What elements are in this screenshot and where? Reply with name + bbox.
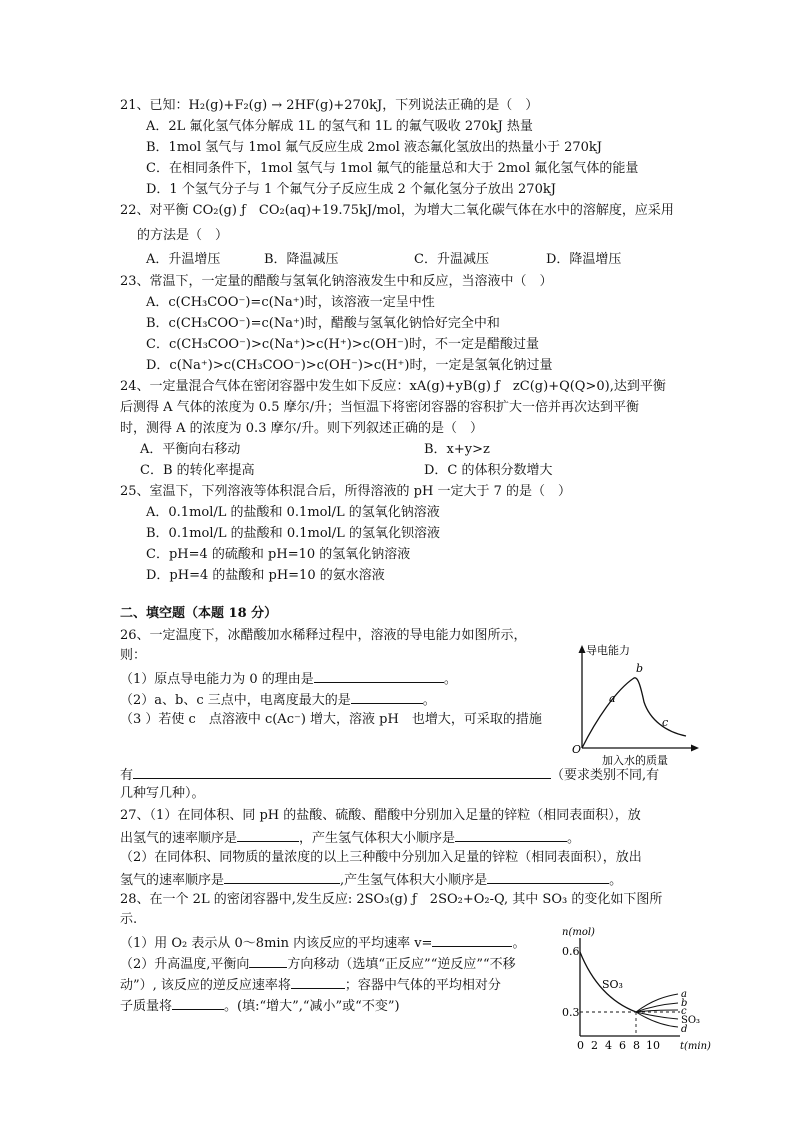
q26-part3-answer-line	[120, 764, 659, 786]
q22-option-d: D．降温增压	[546, 252, 622, 267]
end-label-so3: SO₃	[681, 1015, 701, 1026]
q28-part2-note-3: 。(填:“增大”,“减小”或“不变”)	[224, 999, 400, 1014]
so3-x-tick-0: 0	[577, 1039, 584, 1052]
q22-option-b: B．降温减压	[264, 252, 339, 267]
graph-x-arrow	[691, 745, 699, 752]
end-label-b: b	[681, 998, 688, 1009]
q25-option-c: C．pH=4 的硫酸和 pH=10 的氢氧化钠溶液	[146, 547, 411, 562]
q24-option-c: C．B 的转化率提高	[140, 463, 255, 478]
q24-option-a: A．平衡向右移动	[140, 442, 241, 457]
q21-stem: 21、已知：H₂(g)+F₂(g) → 2HF(g)+270kJ，下列说法正确的是（ ）	[120, 98, 539, 113]
q21-option-d: D．1 个氢气分子与 1 个氟气分子反应生成 2 个氟化氢分子放出 270kJ	[146, 182, 556, 197]
end-label-d: d	[681, 1024, 688, 1035]
q26-part2	[120, 689, 436, 711]
q21-option-a: A．2L 氟化氢气体分解成 1L 的氢气和 1L 的氟气吸收 270kJ 热量	[146, 119, 533, 134]
q28-part1-end: 。	[512, 936, 526, 951]
q27-line4-end: 。	[609, 873, 623, 888]
q28-answer-blank-4[interactable]	[172, 995, 224, 1010]
so3-graph	[558, 926, 718, 1060]
q24-stem-line3: 时，测得 A 的浓度为 0.3 摩尔/升。则下列叙述正确的是（ ）	[120, 421, 483, 436]
section-heading: 二、填空题（本题 18 分）	[120, 606, 278, 621]
conductivity-curve	[582, 678, 686, 748]
q23-stem: 23、常温下，一定量的醋酸与氢氧化钠溶液发生中和反应，当溶液中（ ）	[120, 274, 553, 289]
point-a-label: a	[609, 692, 616, 705]
q26-part1-end: 。	[443, 672, 457, 687]
q28-line2: 示.	[120, 912, 138, 927]
q28-answer-blank-1[interactable]	[432, 932, 512, 947]
curve-d	[636, 1012, 678, 1027]
q26-part2-text: （2）a、b、c 三点中，电离度最大的是	[120, 693, 351, 708]
q28-part1-text: （1）用 O₂ 表示从 0～8min 内该反应的平均速率 v=	[120, 936, 433, 951]
graph-origin-label: O	[572, 743, 582, 756]
so3-x-tick-4: 4	[605, 1039, 612, 1052]
q25-option-d: D．pH=4 的盐酸和 pH=10 的氨水溶液	[146, 568, 385, 583]
q26-part3-note-cont: 几种写几种）。	[120, 786, 205, 801]
q28-part2-text: （2）升高温度,平衡向	[120, 957, 250, 972]
q26-stem-cont: 则：	[120, 648, 147, 663]
q27-rate-text: 出氢气的速率顺序是	[120, 831, 238, 846]
end-label-c: c	[681, 1006, 687, 1017]
q28-part2-note-2: ；容器中气体的平均相对分	[344, 978, 501, 993]
q22-option-a: A．升温增压	[146, 252, 221, 267]
q28-part1	[120, 932, 525, 954]
so3-y-tick-0.6: 0.6	[562, 945, 580, 958]
q26-part2-end: 。	[422, 693, 436, 708]
q26-part3: （3 ）若使 c 点溶液中 c(Ac⁻) 增大，溶液 pH 也增大，可采取的措施	[120, 712, 542, 727]
q27-line2-end: 。	[567, 831, 581, 846]
q27-volume-text: ，产生氢气体积大小顺序是	[299, 831, 456, 846]
q22-option-c: C．升温减压	[414, 252, 489, 267]
so3-x-tick-2: 2	[591, 1039, 598, 1052]
q23-option-c: C．c(CH₃COO⁻)>c(Na⁺)>c(H⁺)>c(OH⁻)时，不一定是醋酸过量	[146, 337, 539, 352]
q28-part2-text-2: 动”）, 该反应的逆反应速率将	[120, 978, 291, 993]
q21-option-c: C．在相同条件下，1mol 氢气与 1mol 氟气的能量总和大于 2mol 氟化氢气体的能量	[146, 161, 639, 176]
q22-stem-cont: 的方法是（ ）	[137, 228, 229, 243]
q27-answer-blank-1[interactable]	[237, 827, 299, 842]
q23-option-d: D．c(Na⁺)>c(CH₃COO⁻)>c(OH⁻)>c(H⁺)时，一定是氢氧化钠过量	[146, 358, 553, 373]
q27-line3: （2）在同体积、同物质的量浓度的以上三种酸中分别加入足量的锌粒（相同表面积），放出	[120, 850, 642, 865]
q28-line1: 28、在一个 2L 的密闭容器中,发生反应: 2SO₃(g) ƒ 2SO₂+O₂-Q, 其中 SO₃ 的变化如下图所	[120, 892, 663, 907]
q24-stem: 24、一定量混合气体在密闭容器中发生如下反应：xA(g)+yB(g) ƒ zC(g)+Q(Q>0),达到平衡	[120, 379, 666, 394]
q22-stem: 22、对平衡 CO₂(g) ƒ CO₂(aq)+19.75kJ/mol，为增大二氧化碳气体在水中的溶解度，应采用	[120, 203, 674, 218]
end-label-a: a	[681, 989, 687, 1000]
so3-x-tick-10: 10	[646, 1039, 660, 1052]
so3-x-label: t(min)	[680, 1041, 711, 1052]
q24-option-b: B．x+y>z	[424, 442, 490, 457]
q26-part1-text: （1）原点导电能力为 0 的理由是	[120, 672, 314, 687]
point-c-label: c	[662, 716, 669, 729]
so3-x-tick-8: 8	[633, 1039, 640, 1052]
q27-volume-text-2: ,产生氢气体积大小顺序是	[340, 873, 488, 888]
q26-part1	[120, 668, 457, 690]
q25-stem: 25、室温下，下列溶液等体积混合后，所得溶液的 pH 一定大于 7 的是（ ）	[120, 484, 572, 499]
conductivity-graph	[566, 640, 702, 766]
q28-part2-line2	[120, 974, 501, 996]
q26-answer-blank-2[interactable]	[351, 689, 423, 704]
point-b-label: b	[636, 662, 644, 675]
q28-part2	[120, 953, 516, 975]
q23-option-a: A．c(CH₃COO⁻)=c(Na⁺)时，该溶液一定呈中性	[146, 295, 435, 310]
q28-answer-blank-3[interactable]	[291, 974, 345, 989]
so3-curve-label: SO₃	[602, 978, 623, 991]
q26-answer-blank-1[interactable]	[314, 668, 444, 683]
q28-answer-blank-2[interactable]	[249, 953, 287, 968]
q25-option-a: A．0.1mol/L 的盐酸和 0.1mol/L 的氢氧化钠溶液	[146, 505, 440, 520]
q26-answer-blank-3[interactable]	[133, 764, 551, 779]
q27-answer-blank-3[interactable]	[224, 869, 340, 884]
q28-part2-line3	[120, 995, 400, 1017]
so3-x-tick-6: 6	[619, 1039, 626, 1052]
q25-option-b: B．0.1mol/L 的盐酸和 0.1mol/L 的氢氧化钡溶液	[146, 526, 440, 541]
q27-line1: 27、（1）在同体积、同 pH 的盐酸、硫酸、醋酸中分别加入足量的锌粒（相同表面积），放	[120, 808, 641, 823]
graph-y-arrow	[579, 645, 586, 653]
q27-line4	[120, 869, 622, 891]
q27-answer-blank-2[interactable]	[455, 827, 567, 842]
q26-part3-note: （要求类别不同,有	[551, 768, 660, 783]
q27-line2	[120, 827, 580, 849]
graph-x-label: 加入水的质量	[602, 754, 668, 766]
q28-part2-text-3: 子质量将	[120, 999, 173, 1014]
q21-option-b: B．1mol 氢气与 1mol 氟气反应生成 2mol 液态氟化氢放出的热量小于 270kJ	[146, 140, 602, 155]
graph-y-label: 导电能力	[586, 644, 630, 657]
q27-answer-blank-4[interactable]	[487, 869, 609, 884]
so3-y-tick-0.3: 0.3	[562, 1006, 580, 1019]
q26-part3-prefix: 有	[120, 768, 134, 783]
q26-stem: 26、一定温度下，冰醋酸加水稀释过程中，溶液的导电能力如图所示，	[120, 628, 527, 643]
q24-stem-line2: 后测得 A 气体的浓度为 0.5 摩尔/升；当恒温下将密闭容器的容积扩大一倍并再次达到平衡	[120, 400, 639, 415]
q23-option-b: B．c(CH₃COO⁻)=c(Na⁺)时，醋酸与氢氧化钠恰好完全中和	[146, 316, 500, 331]
q28-part2-note: 方向移动（选填“正反应”“逆反应”“不移	[287, 957, 516, 972]
so3-y-label: n(mol)	[562, 927, 595, 938]
q24-option-d: D．C 的体积分数增大	[424, 463, 553, 478]
q27-rate-text-2: 氢气的速率顺序是	[120, 873, 225, 888]
